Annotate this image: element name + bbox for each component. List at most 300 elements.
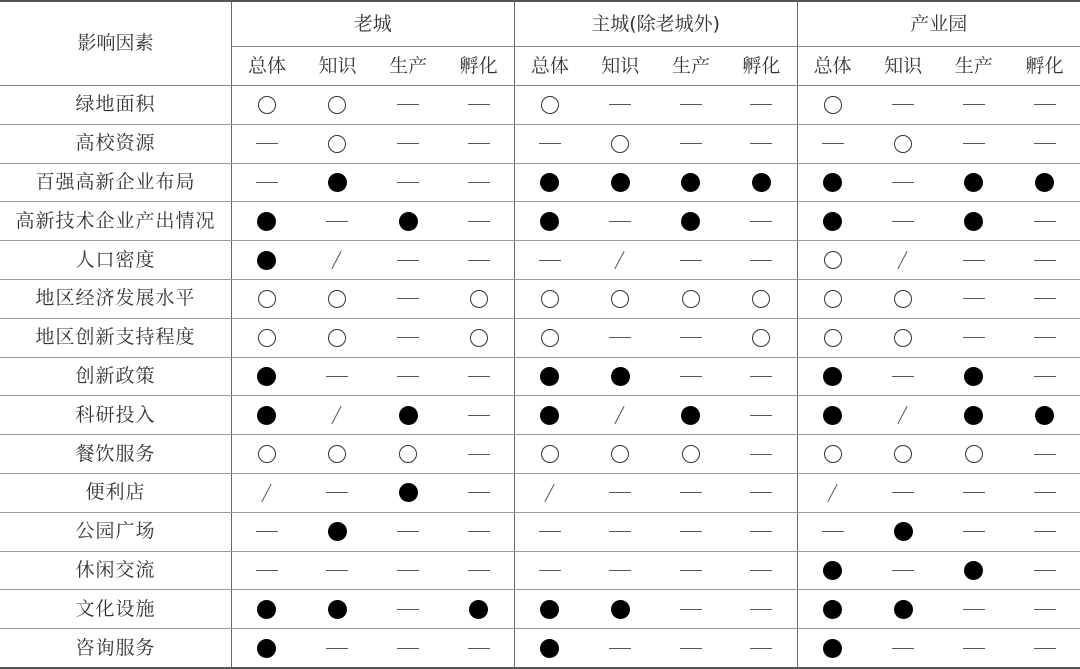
table-cell	[373, 318, 444, 357]
table-cell	[231, 86, 302, 125]
table-cell	[514, 590, 585, 629]
table-row	[0, 629, 1080, 668]
table-cell	[797, 163, 868, 202]
dash-icon	[326, 492, 348, 493]
table-cell	[726, 629, 797, 668]
table-row	[0, 86, 1080, 125]
dash-icon	[963, 337, 985, 338]
filled-circle-icon	[823, 406, 842, 425]
table-cell	[656, 202, 727, 241]
table-cell	[585, 357, 656, 396]
hollow-circle-icon	[328, 135, 346, 153]
table-cell	[514, 202, 585, 241]
table-cell	[444, 86, 515, 125]
table-cell	[302, 396, 373, 435]
table-cell	[444, 473, 515, 512]
table-cell	[938, 318, 1009, 357]
table-cell	[302, 202, 373, 241]
table-cell	[726, 512, 797, 551]
hollow-circle-icon	[824, 251, 842, 269]
dash-icon	[397, 337, 419, 338]
table-cell	[373, 357, 444, 396]
dash-icon	[963, 531, 985, 532]
table-body	[0, 86, 1080, 668]
sub-header: 知识	[585, 47, 656, 86]
sub-header: 总体	[514, 47, 585, 86]
factor-name: 高新技术企业产出情况	[0, 202, 231, 241]
table-cell	[373, 435, 444, 474]
table-cell	[444, 590, 515, 629]
table-cell	[514, 86, 585, 125]
table-cell	[1009, 163, 1080, 202]
table-cell	[373, 551, 444, 590]
sub-header: 孵化	[726, 47, 797, 86]
table-cell	[656, 357, 727, 396]
dash-icon	[963, 648, 985, 649]
table-cell	[302, 241, 373, 280]
hollow-circle-icon	[752, 329, 770, 347]
table-cell	[868, 435, 939, 474]
table-cell	[868, 279, 939, 318]
table-cell	[585, 124, 656, 163]
filled-circle-icon	[328, 522, 347, 541]
table-cell	[726, 357, 797, 396]
table-row	[0, 551, 1080, 590]
table-cell	[302, 512, 373, 551]
filled-circle-icon	[540, 212, 559, 231]
table-cell	[797, 357, 868, 396]
table-row	[0, 512, 1080, 551]
dash-icon	[609, 648, 631, 649]
table-cell	[231, 435, 302, 474]
filled-circle-icon	[399, 212, 418, 231]
dash-icon	[539, 260, 561, 261]
factor-name: 地区经济发展水平	[0, 279, 231, 318]
hollow-circle-icon	[824, 445, 842, 463]
table-cell	[726, 473, 797, 512]
factor-name: 文化设施	[0, 590, 231, 629]
table-cell	[373, 629, 444, 668]
dash-icon	[397, 376, 419, 377]
table-cell	[656, 512, 727, 551]
table-cell	[797, 318, 868, 357]
table-cell	[938, 86, 1009, 125]
filled-circle-icon	[964, 212, 983, 231]
factor-name: 高校资源	[0, 124, 231, 163]
hollow-circle-icon	[611, 290, 629, 308]
dash-icon	[963, 492, 985, 493]
sub-header: 生产	[656, 47, 727, 86]
dash-icon	[680, 570, 702, 571]
table-cell	[868, 473, 939, 512]
filled-circle-icon	[540, 600, 559, 619]
dash-icon	[822, 143, 844, 144]
table-row	[0, 396, 1080, 435]
dash-icon	[963, 609, 985, 610]
filled-circle-icon	[540, 367, 559, 386]
hollow-circle-icon	[470, 290, 488, 308]
dash-icon	[468, 492, 490, 493]
table-cell	[302, 86, 373, 125]
filled-circle-icon	[1035, 173, 1054, 192]
table-cell	[444, 396, 515, 435]
table-cell	[1009, 551, 1080, 590]
filled-circle-icon	[823, 212, 842, 231]
factor-name: 餐饮服务	[0, 435, 231, 474]
slash-icon	[543, 484, 557, 502]
table-cell	[868, 318, 939, 357]
table-cell	[444, 241, 515, 280]
table-cell	[231, 590, 302, 629]
dash-icon	[892, 648, 914, 649]
dash-icon	[397, 609, 419, 610]
table-cell	[373, 473, 444, 512]
hollow-circle-icon	[399, 445, 417, 463]
dash-icon	[892, 492, 914, 493]
dash-icon	[750, 221, 772, 222]
dash-icon	[750, 570, 772, 571]
filled-circle-icon	[328, 600, 347, 619]
table-cell	[656, 163, 727, 202]
table-cell	[444, 629, 515, 668]
sub-header: 知识	[868, 47, 939, 86]
table-cell	[585, 202, 656, 241]
table-cell	[302, 551, 373, 590]
table-cell	[656, 241, 727, 280]
table-cell	[231, 551, 302, 590]
table-cell	[302, 629, 373, 668]
table-cell	[656, 629, 727, 668]
hollow-circle-icon	[894, 135, 912, 153]
dash-icon	[468, 454, 490, 455]
filled-circle-icon	[823, 600, 842, 619]
filled-circle-icon	[681, 173, 700, 192]
table-cell	[938, 279, 1009, 318]
filled-circle-icon	[257, 251, 276, 270]
sub-header: 孵化	[444, 47, 515, 86]
filled-circle-icon	[681, 406, 700, 425]
table-cell	[938, 512, 1009, 551]
table-cell	[585, 629, 656, 668]
sub-header: 总体	[797, 47, 868, 86]
hollow-circle-icon	[258, 96, 276, 114]
dash-icon	[539, 143, 561, 144]
dash-icon	[1034, 337, 1056, 338]
hollow-circle-icon	[328, 445, 346, 463]
table-cell	[868, 241, 939, 280]
filled-circle-icon	[257, 600, 276, 619]
table-cell	[656, 396, 727, 435]
filled-circle-icon	[823, 561, 842, 580]
table-cell	[1009, 279, 1080, 318]
dash-icon	[963, 143, 985, 144]
slash-icon	[613, 406, 627, 424]
table-cell	[1009, 202, 1080, 241]
sub-header: 孵化	[1009, 47, 1080, 86]
dash-icon	[750, 492, 772, 493]
table-cell	[302, 357, 373, 396]
table-cell	[938, 435, 1009, 474]
table-row	[0, 241, 1080, 280]
dash-icon	[750, 454, 772, 455]
slash-icon	[896, 251, 910, 269]
table-cell	[868, 202, 939, 241]
filled-circle-icon	[611, 173, 630, 192]
table-cell	[1009, 241, 1080, 280]
table-cell	[444, 124, 515, 163]
factor-name: 人口密度	[0, 241, 231, 280]
filled-circle-icon	[823, 367, 842, 386]
table-cell	[302, 163, 373, 202]
table-cell	[797, 629, 868, 668]
table-cell	[373, 124, 444, 163]
table-cell	[444, 512, 515, 551]
table-cell	[938, 629, 1009, 668]
table-cell	[585, 551, 656, 590]
table-cell	[938, 124, 1009, 163]
sub-header: 总体	[231, 47, 302, 86]
dash-icon	[963, 298, 985, 299]
table-cell	[797, 396, 868, 435]
table-cell	[797, 202, 868, 241]
filled-circle-icon	[894, 600, 913, 619]
dash-icon	[750, 143, 772, 144]
table-cell	[514, 629, 585, 668]
table-cell	[726, 241, 797, 280]
dash-icon	[609, 337, 631, 338]
table-cell	[868, 551, 939, 590]
filled-circle-icon	[540, 406, 559, 425]
table-cell	[656, 435, 727, 474]
dash-icon	[892, 182, 914, 183]
hollow-circle-icon	[328, 96, 346, 114]
filled-circle-icon	[964, 561, 983, 580]
dash-icon	[963, 104, 985, 105]
table-cell	[514, 473, 585, 512]
table-cell	[797, 551, 868, 590]
dash-icon	[326, 376, 348, 377]
dash-icon	[1034, 104, 1056, 105]
dash-icon	[397, 182, 419, 183]
table-cell	[585, 241, 656, 280]
dash-icon	[468, 221, 490, 222]
hollow-circle-icon	[611, 445, 629, 463]
hollow-circle-icon	[470, 329, 488, 347]
dash-icon	[609, 531, 631, 532]
factor-name: 百强高新企业布局	[0, 163, 231, 202]
dash-icon	[680, 337, 702, 338]
slash-icon	[896, 406, 910, 424]
table-cell	[585, 590, 656, 629]
table-cell	[302, 124, 373, 163]
table-cell	[585, 86, 656, 125]
table-cell	[514, 241, 585, 280]
dash-icon	[680, 260, 702, 261]
hollow-circle-icon	[258, 329, 276, 347]
factor-name: 便利店	[0, 473, 231, 512]
dash-icon	[468, 260, 490, 261]
dash-icon	[680, 648, 702, 649]
dash-icon	[256, 182, 278, 183]
dash-icon	[750, 260, 772, 261]
table-cell	[514, 551, 585, 590]
filled-circle-icon	[328, 173, 347, 192]
dash-icon	[609, 104, 631, 105]
table-row	[0, 202, 1080, 241]
filled-circle-icon	[894, 522, 913, 541]
table-cell	[726, 318, 797, 357]
dash-icon	[680, 376, 702, 377]
dash-icon	[256, 570, 278, 571]
table-cell	[444, 318, 515, 357]
table-cell	[1009, 357, 1080, 396]
filled-circle-icon	[540, 639, 559, 658]
table-row	[0, 357, 1080, 396]
table-cell	[868, 629, 939, 668]
filled-circle-icon	[257, 212, 276, 231]
dash-icon	[680, 531, 702, 532]
table-cell	[726, 124, 797, 163]
dash-icon	[1034, 531, 1056, 532]
table-cell	[726, 396, 797, 435]
factor-name: 科研投入	[0, 396, 231, 435]
dash-icon	[822, 531, 844, 532]
group-header-old-city: 老城	[231, 1, 514, 47]
filled-circle-icon	[399, 406, 418, 425]
dash-icon	[326, 648, 348, 649]
filled-circle-icon	[964, 406, 983, 425]
table-cell	[514, 435, 585, 474]
filled-circle-icon	[1035, 406, 1054, 425]
table-cell	[373, 512, 444, 551]
dash-icon	[256, 143, 278, 144]
table-cell	[514, 512, 585, 551]
table-cell	[1009, 124, 1080, 163]
dash-icon	[750, 531, 772, 532]
table-cell	[514, 279, 585, 318]
table-cell	[231, 241, 302, 280]
table-cell	[514, 124, 585, 163]
table-row	[0, 473, 1080, 512]
table-cell	[444, 357, 515, 396]
dash-icon	[397, 570, 419, 571]
dash-icon	[468, 143, 490, 144]
table-cell	[726, 202, 797, 241]
table-cell	[231, 163, 302, 202]
table-cell	[373, 590, 444, 629]
dash-icon	[609, 492, 631, 493]
table-cell	[585, 318, 656, 357]
table-cell	[797, 590, 868, 629]
filled-circle-icon	[823, 639, 842, 658]
table-cell	[1009, 435, 1080, 474]
hollow-circle-icon	[894, 290, 912, 308]
table-cell	[797, 435, 868, 474]
dash-icon	[680, 492, 702, 493]
sub-header: 生产	[938, 47, 1009, 86]
table-cell	[656, 551, 727, 590]
hollow-circle-icon	[824, 96, 842, 114]
table-cell	[938, 241, 1009, 280]
dash-icon	[1034, 609, 1056, 610]
hollow-circle-icon	[541, 445, 559, 463]
dash-icon	[1034, 648, 1056, 649]
table-cell	[726, 435, 797, 474]
table-cell	[726, 86, 797, 125]
table-cell	[302, 590, 373, 629]
table-cell	[797, 512, 868, 551]
slash-icon	[330, 406, 344, 424]
filled-circle-icon	[399, 483, 418, 502]
hollow-circle-icon	[894, 329, 912, 347]
table-cell	[585, 512, 656, 551]
filled-circle-icon	[257, 367, 276, 386]
table-cell	[1009, 629, 1080, 668]
hollow-circle-icon	[328, 290, 346, 308]
hollow-circle-icon	[965, 445, 983, 463]
table-cell	[444, 551, 515, 590]
hollow-circle-icon	[682, 290, 700, 308]
filled-circle-icon	[257, 639, 276, 658]
dash-icon	[892, 376, 914, 377]
slash-icon	[613, 251, 627, 269]
filled-circle-icon	[964, 173, 983, 192]
table-cell	[726, 551, 797, 590]
filled-circle-icon	[964, 367, 983, 386]
filled-circle-icon	[823, 173, 842, 192]
table-cell	[797, 279, 868, 318]
table-cell	[656, 86, 727, 125]
filled-circle-icon	[752, 173, 771, 192]
table-cell	[656, 318, 727, 357]
table-cell	[868, 163, 939, 202]
table-row	[0, 279, 1080, 318]
table-cell	[231, 357, 302, 396]
dash-icon	[539, 531, 561, 532]
table-cell	[1009, 590, 1080, 629]
hollow-circle-icon	[541, 329, 559, 347]
table-cell	[938, 590, 1009, 629]
table-cell	[302, 435, 373, 474]
group-header-main-city: 主城(除老城外)	[514, 1, 797, 47]
dash-icon	[680, 609, 702, 610]
table-cell	[938, 551, 1009, 590]
table-cell	[514, 357, 585, 396]
table-cell	[444, 279, 515, 318]
factor-name: 咨询服务	[0, 629, 231, 668]
table-cell	[726, 163, 797, 202]
dash-icon	[468, 376, 490, 377]
table-cell	[585, 473, 656, 512]
table-cell	[373, 202, 444, 241]
dash-icon	[468, 415, 490, 416]
factor-name: 绿地面积	[0, 86, 231, 125]
table-cell	[302, 473, 373, 512]
dash-icon	[1034, 570, 1056, 571]
dash-icon	[892, 570, 914, 571]
table-cell	[938, 202, 1009, 241]
table-cell	[726, 279, 797, 318]
dash-icon	[397, 260, 419, 261]
table-cell	[1009, 86, 1080, 125]
dash-icon	[750, 609, 772, 610]
table-cell	[231, 629, 302, 668]
hollow-circle-icon	[541, 96, 559, 114]
table-cell	[231, 396, 302, 435]
table-cell	[302, 279, 373, 318]
factor-name: 创新政策	[0, 357, 231, 396]
table-cell	[373, 241, 444, 280]
